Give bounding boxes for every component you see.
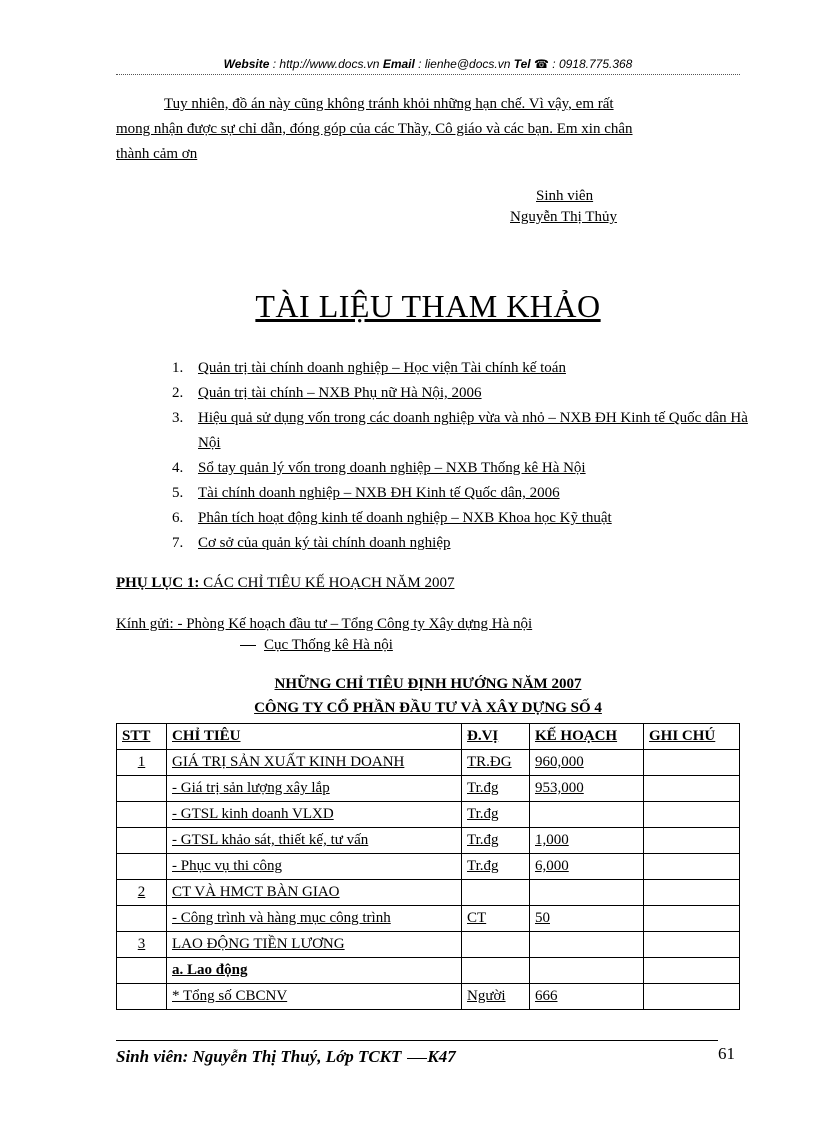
reference-item: 1. Quản trị tài chính doanh nghiệp – Học viện Tài chính kế toán	[172, 360, 566, 376]
intro-line: Tuy nhiên, đồ án này cũng không tránh khỏi những hạn chế. Vì vậy, em rất	[164, 96, 614, 112]
table-row: * Tổng số CBCNV Người 666	[117, 984, 740, 1010]
table-row: 2 CT VÀ HMCT BÀN GIAO	[117, 880, 740, 906]
references-title: TÀI LIỆU THAM KHẢO	[255, 288, 601, 324]
table-row: - GTSL khảo sát, thiết kế, tư vấn Tr.đg 1,000	[117, 828, 740, 854]
table-subtitle: CÔNG TY CỔ PHẦN ĐẦU TƯ VÀ XÂY DỰNG SỐ 4	[254, 700, 602, 716]
intro-line: thành cảm ơn	[116, 146, 198, 162]
signature-role: Sinh viên	[536, 188, 594, 204]
table-row: - Phục vụ thi công Tr.đg 6,000	[117, 854, 740, 880]
website-label: Website	[223, 57, 270, 71]
page-footer	[116, 1047, 456, 1067]
reference-item: 3. Hiệu quả sử dụng vốn trong các doanh nghiệp vừa và nhỏ – NXB ĐH Kinh tế Quốc dân Hà Nội	[172, 410, 748, 451]
reference-item: 6. Phân tích hoạt động kinh tế doanh nghiệp – NXB Khoa học Kỹ thuật	[172, 510, 612, 526]
reference-item: 5. Tài chính doanh nghiệp – NXB ĐH Kinh tế Quốc dân, 2006	[172, 485, 560, 501]
footer-divider	[116, 1040, 718, 1041]
table-row: 3 LAO ĐỘNG TIỀN LƯƠNG	[117, 932, 740, 958]
appendix-heading	[116, 575, 454, 592]
references-list	[172, 356, 752, 556]
footer-suffix: K47	[427, 1047, 456, 1066]
col-header-stt: STT	[117, 724, 167, 750]
col-header-plan: KẾ HOẠCH	[530, 724, 644, 750]
page-header	[116, 57, 740, 71]
website-value: : http://www.docs.vn	[269, 57, 383, 71]
intro-paragraph	[116, 92, 742, 167]
appendix-title: CÁC CHỈ TIÊU KẾ HOẠCH NĂM 2007	[199, 575, 455, 591]
reference-item: 7. Cơ sở của quản ký tài chính doanh nghiệp	[172, 535, 451, 551]
table-title: NHỮNG CHỈ TIÊU ĐỊNH HƯỚNG NĂM 2007	[274, 676, 582, 692]
email-label: Email	[382, 57, 415, 71]
reference-item: 2. Quản trị tài chính – NXB Phụ nữ Hà Nội, 2006	[172, 385, 482, 401]
appendix-label: PHỤ LỤC 1:	[116, 575, 200, 591]
reference-item: 4. Sổ tay quản lý vốn trong doanh nghiệp – NXB Thống kê Hà Nội	[172, 460, 586, 476]
addressee-line-2	[240, 637, 393, 654]
plan-table	[116, 723, 740, 1010]
col-header-unit: Đ.VỊ	[462, 724, 530, 750]
table-row: - Công trình và hàng mục công trình CT 50	[117, 906, 740, 932]
table-header-row	[117, 724, 740, 750]
footer-text: Sinh viên: Nguyễn Thị Thuý, Lớp TCKT	[116, 1047, 402, 1066]
addressee-recipient-2: Cục Thống kê Hà nội	[264, 637, 393, 653]
table-row: - Giá trị sản lượng xây lắp Tr.đg 953,000	[117, 776, 740, 802]
intro-line: mong nhận được sự chỉ dẫn, đóng góp của các Thầy, Cô giáo và các bạn. Em xin chân	[116, 121, 633, 137]
signature-name: Nguyễn Thị Thủy	[510, 209, 617, 225]
addressee-line-1	[116, 616, 532, 633]
phone-icon: ☎	[533, 57, 549, 71]
tel-value: : 0918.775.368	[548, 57, 633, 71]
table-row: a. Lao động	[117, 958, 740, 984]
tel-label: Tel	[513, 57, 531, 71]
email-value: : lienhe@docs.vn	[414, 57, 514, 71]
col-header-indicator: CHỈ TIÊU	[167, 724, 462, 750]
col-header-note: GHI CHÚ	[644, 724, 740, 750]
page-number: 61	[718, 1044, 735, 1063]
header-divider	[116, 74, 740, 75]
table-row: - GTSL kinh doanh VLXD Tr.đg	[117, 802, 740, 828]
table-row: 1 GIÁ TRỊ SẢN XUẤT KINH DOANH TR.ĐG 960,000	[117, 750, 740, 776]
addressee-prefix: Kính gửi:	[116, 616, 178, 632]
addressee-recipient-1: - Phòng Kế hoạch đầu tư – Tổng Công ty Xây dựng Hà nội	[177, 616, 533, 632]
